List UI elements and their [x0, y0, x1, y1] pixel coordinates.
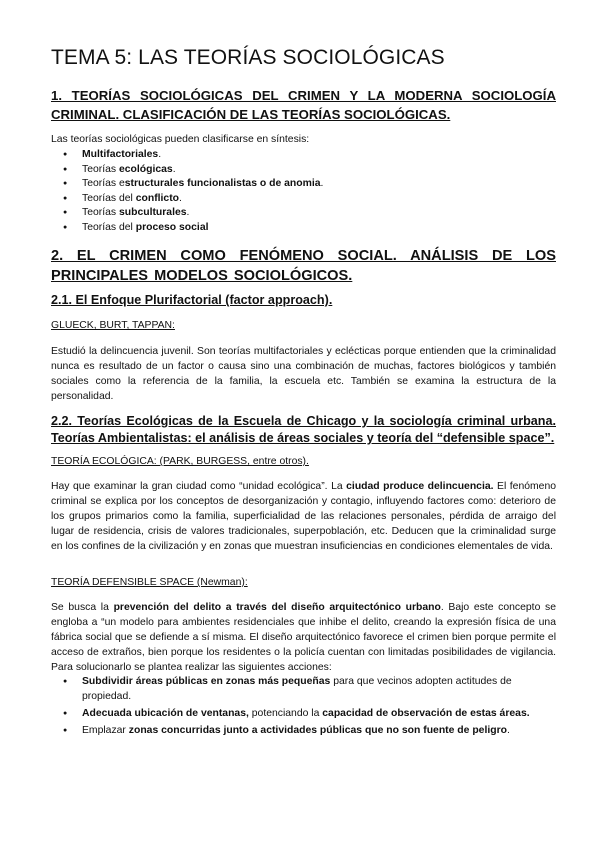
section-2-1-heading: 2.1. El Enfoque Plurifactorial (factor approach). [51, 293, 333, 307]
defensible-space-label: TEORÍA DEFENSIBLE SPACE (Newman): [51, 577, 248, 588]
list-item: ● Teorías del conflicto. [51, 192, 556, 207]
list-item: ● Multifactoriales. [51, 148, 556, 163]
list-item: ● Adecuada ubicación de ventanas, potenciando la capacidad de observación de estas áreas. [51, 706, 556, 721]
authors-label: GLUECK, BURT, TAPPAN: [51, 320, 175, 331]
list-item: ● Teorías estructurales funcionalistas o de anomia. [51, 177, 556, 192]
list-item: ● Teorías ecológicas. [51, 163, 556, 178]
section-2-heading: 2. EL CRIMEN COMO FENÓMENO SOCIAL. ANÁLISIS DE LOS PRINCIPALES MODELOS SOCIOLÓGICOS. [51, 248, 556, 284]
list-item: ● Teorías subculturales. [51, 206, 556, 221]
list-item: ● Subdividir áreas públicas en zonas más pequeñas para que vecinos adopten actitudes de propiedad. [51, 674, 556, 704]
ecological-theory-paragraph: Hay que examinar la gran ciudad como “unidad ecológica”. La ciudad produce delincuencia. El fenómeno criminal se explica por los conceptos de desorganización y contagio, influyendo factores como: deterioro de los grupos primarios como la familia, superficialidad de las relaciones personales, pérdida de arraigo del lugar de residencia, crisis de valores tradicionales, superpoblación, etc. Deducen que la criminalidad surge en los confines de la civilización y en zonas que muestran insuficiencias en condiciones elementales de vida. [51, 481, 557, 553]
list-item: ● Teorías del proceso social [51, 221, 556, 236]
theory-classification-list [51, 148, 556, 236]
section-2-1-paragraph: Estudió la delincuencia juvenil. Son teorías multifactoriales y eclécticas porque entienden que la criminalidad nunca es resultado de un factor o causa sino una combinación de muchas, factores biológicos y también sociales como la referencia de la familia, la escuela etc. También se examina la estructura de la personalidad. [51, 346, 556, 403]
ecological-theory-label: TEORÍA ECOLÓGICA: (PARK, BURGESS, entre otros). [51, 456, 309, 467]
page-title: TEMA 5: LAS TEORÍAS SOCIOLÓGICAS [51, 46, 445, 69]
section-1-heading: 1. TEORÍAS SOCIOLÓGICAS DEL CRIMEN Y LA MODERNA SOCIOLOGÍA CRIMINAL. CLASIFICACIÓN DE LAS TEORÍAS SOCIOLÓGICAS. [51, 88, 556, 122]
section-1-intro: Las teorías sociológicas pueden clasificarse en síntesis: [51, 134, 310, 145]
actions-list [51, 674, 556, 740]
defensible-space-paragraph: Se busca la prevención del delito a través del diseño arquitectónico urbano. Bajo este concepto se engloba a “un modelo para ambientes residenciales que inhibe el delito, creando la expresión física de una fábrica social que se defiende a sí misma. El diseño arquitectónico favorece el crimen bien porque permite el acceso de extraños, bien porque los residentes o la policía cuentan con limitadas posibilidades de vigilancia. Para solucionarlo se plantea realizar las siguientes acciones: [51, 602, 556, 674]
list-item: ● Emplazar zonas concurridas junto a actividades públicas que no son fuente de peligro. [51, 723, 556, 738]
section-2-2-heading: 2.2. Teorías Ecológicas de la Escuela de Chicago y la sociología criminal urbana. Teorías Ambientalistas: el análisis de áreas sociales y teoría del “defensible space”. [51, 414, 556, 445]
